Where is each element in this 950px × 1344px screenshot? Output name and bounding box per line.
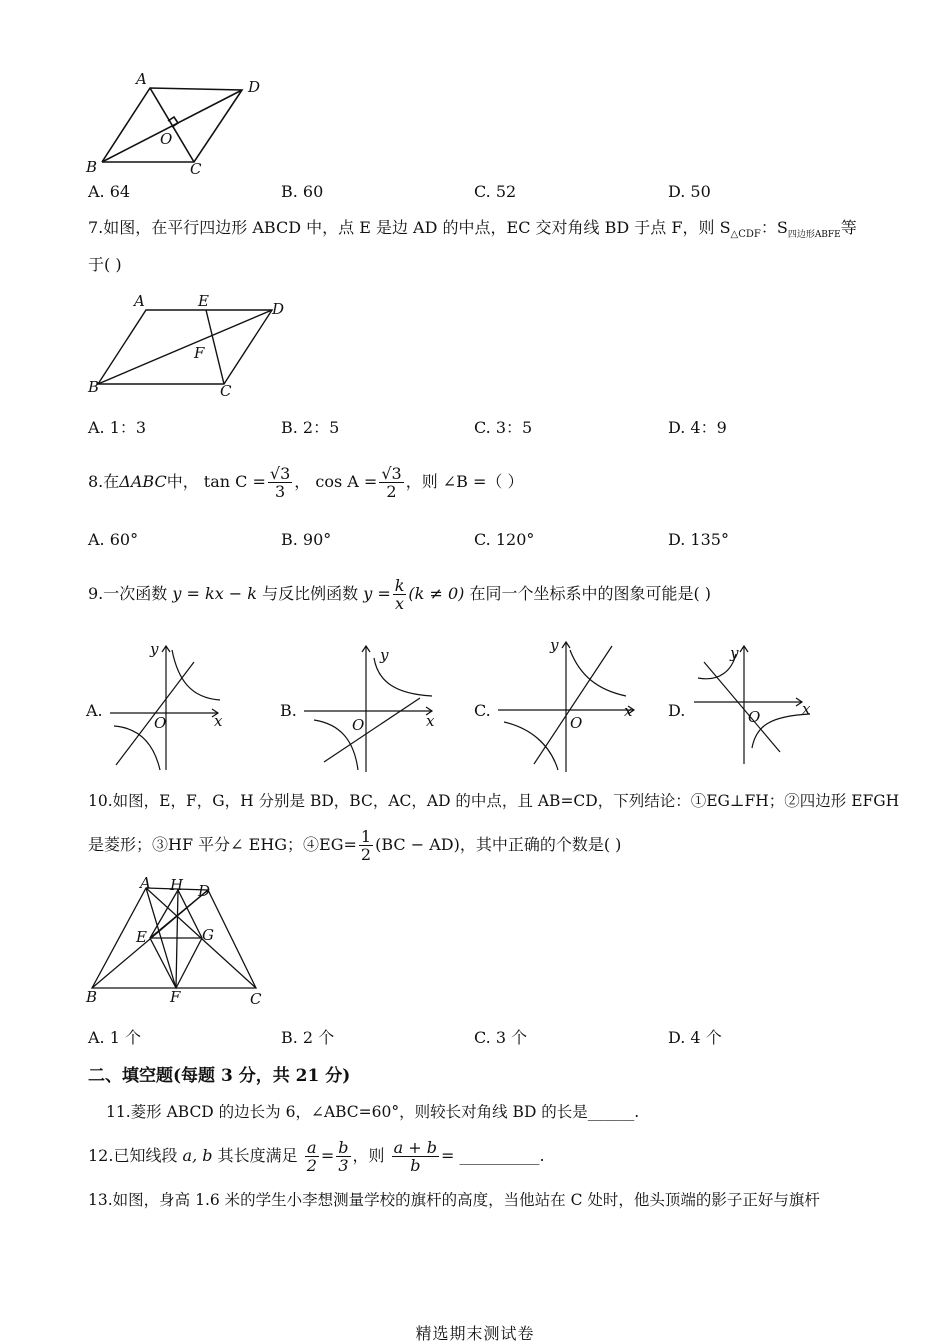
q9d-o-label: O xyxy=(748,708,761,726)
q7-label-f: F xyxy=(194,344,205,362)
q8-prefix: 8.在 xyxy=(88,472,120,491)
q8-question xyxy=(88,458,524,506)
q10-trapezoid-figure xyxy=(84,876,268,1008)
q12-question xyxy=(88,1134,545,1178)
q9-letter-a: A. xyxy=(86,701,103,720)
q8-option-d: D. 135° xyxy=(668,530,729,549)
q12-frac-b: $\frac{b}{3}$ xyxy=(338,1138,349,1175)
q9-letter-c: C. xyxy=(474,701,491,720)
q7-text-c: 等 xyxy=(840,218,857,237)
q6-label-b: B xyxy=(86,158,98,176)
q12-suffix: = __________. xyxy=(441,1146,545,1165)
q7-sub-cdf: △CDF xyxy=(730,229,761,240)
q8-suffix: ，则 ∠B =（ ） xyxy=(405,472,524,491)
q12-prefix: 12.已知线段 xyxy=(88,1146,178,1165)
q10-option-c: C. 3 个 xyxy=(474,1028,528,1047)
q8-cos: cos A = xyxy=(315,472,378,491)
q7-question-cont: 于( ) xyxy=(88,255,122,274)
q9-prefix: 9.一次函数 xyxy=(88,584,168,603)
q8-option-b: B. 90° xyxy=(281,530,332,549)
q6-option-c: C. 52 xyxy=(474,182,517,201)
q10-label-a: A xyxy=(140,876,151,892)
q12-frac-a: $\frac{a}{2}$ xyxy=(306,1138,317,1175)
q10-option-b: B. 2 个 xyxy=(281,1028,335,1047)
q9-mid: 与反比例函数 xyxy=(262,584,359,603)
q10-label-c: C xyxy=(250,990,262,1008)
q9d-y-label: y xyxy=(730,644,739,662)
q7-text-a: 7.如图，在平行四边形 ABCD 中，点 E 是边 AD 的中点，EC 交对角线 BD 于点 F，则 S xyxy=(88,218,731,237)
q9-graph-a xyxy=(106,640,226,775)
q6-option-a: A. 64 xyxy=(88,182,131,201)
q7-option-a: A. 1：3 xyxy=(88,418,147,437)
q9c-o-label: O xyxy=(570,714,583,732)
q7-option-b: B. 2：5 xyxy=(281,418,340,437)
q8-option-a: A. 60° xyxy=(88,530,139,549)
q6-option-d: D. 50 xyxy=(668,182,711,201)
q8-frac-tan: $\frac{√3}{3}$ xyxy=(269,464,291,501)
q10-option-d: D. 4 个 xyxy=(668,1028,722,1047)
q9d-x-label: x xyxy=(802,700,811,718)
q9-graph-d xyxy=(690,640,820,770)
q9b-y-label: y xyxy=(380,646,389,664)
q10-label-g: G xyxy=(202,926,214,944)
q7-label-d: D xyxy=(272,300,285,318)
q6-label-c: C xyxy=(190,160,202,178)
q9-graph-b xyxy=(300,640,440,775)
q10-question-line2 xyxy=(88,822,621,868)
q10-label-f: F xyxy=(170,988,181,1006)
q7-text-b: ：S xyxy=(760,218,788,237)
q9c-y-label: y xyxy=(550,636,559,654)
q10-label-h: H xyxy=(170,876,184,894)
q9c-x-label: x xyxy=(624,702,633,720)
q10-frac: $\frac{1}{2}$ xyxy=(360,827,372,864)
q9-graph-c xyxy=(494,636,640,776)
q7-question xyxy=(88,217,857,242)
q8-frac-cos: $\frac{√3}{2}$ xyxy=(381,464,402,501)
q9a-x-label: x xyxy=(214,712,223,730)
q6-label-o: O xyxy=(160,130,173,148)
q10-label-e: E xyxy=(136,928,147,946)
q8-mid2: ， xyxy=(294,472,311,491)
q8-mid1: 中， xyxy=(166,472,199,491)
q8-triangle: ΔABC xyxy=(119,472,167,491)
q13-question: 13.如图，身高 1.6 米的学生小李想测量学校的旗杆的高度，当他站在 C 处时，他头顶端的影子正好与旗杆 xyxy=(88,1191,820,1209)
section-fill-in-title: 二、填空题(每题 3 分，共 21 分) xyxy=(88,1066,351,1086)
q9a-y-label: y xyxy=(150,640,159,658)
q9-letter-d: D. xyxy=(668,701,686,720)
q6-label-d: D xyxy=(248,78,261,96)
q9-question xyxy=(88,570,711,618)
q9b-o-label: O xyxy=(352,716,365,734)
q8-tan: tan C = xyxy=(203,472,266,491)
q9-inv: y = xyxy=(363,584,391,603)
q10-label-d: D xyxy=(198,882,211,900)
q10-question-line1: 10.如图，E，F，G，H 分别是 BD，BC，AC，AD 的中点，且 AB=CD，下列结论：①EG⊥FH；②四边形 EFGH xyxy=(88,792,900,810)
q7-label-c: C xyxy=(220,382,232,400)
q9-suffix: 在同一个坐标系中的图象可能是( ) xyxy=(469,584,712,603)
q12-mid: 其长度满足 xyxy=(217,1146,298,1165)
q9-frac: $\frac{k}{x}$ xyxy=(394,576,405,613)
q12-frac-ab: $\frac{a + b}{b}$ xyxy=(393,1138,438,1175)
q6-rhombus-figure xyxy=(84,70,274,178)
q10-label-b: B xyxy=(86,988,98,1006)
q10-line2-a: 是菱形；③HF 平分∠ EHG；④EG= xyxy=(88,835,357,854)
q6-option-b: B. 60 xyxy=(281,182,324,201)
q12-vars: a, b xyxy=(182,1146,213,1165)
q6-label-a: A xyxy=(136,70,147,88)
q9a-o-label: O xyxy=(154,714,167,732)
q12-eq: = xyxy=(320,1146,335,1165)
q12-mid2: ，则 xyxy=(352,1146,385,1165)
q9-linear: y = kx − k xyxy=(172,584,257,603)
q7-parallelogram-figure xyxy=(86,292,286,400)
q9b-x-label: x xyxy=(426,712,435,730)
q10-line2-b: (BC − AD)，其中正确的个数是( ) xyxy=(375,835,622,854)
q7-label-e: E xyxy=(198,292,209,310)
q7-sub-abfe: 四边形ABFE xyxy=(787,230,841,240)
q7-label-b: B xyxy=(88,378,100,396)
q11-question: 11.菱形 ABCD 的边长为 6，∠ABC=60°，则较长对角线 BD 的长是______. xyxy=(106,1103,640,1121)
q7-option-d: D. 4：9 xyxy=(668,418,727,437)
q8-option-c: C. 120° xyxy=(474,530,535,549)
q7-label-a: A xyxy=(134,292,145,310)
q10-option-a: A. 1 个 xyxy=(88,1028,141,1047)
q7-option-c: C. 3：5 xyxy=(474,418,533,437)
page-footer: 精选期末测试卷 xyxy=(415,1324,535,1343)
q9-letter-b: B. xyxy=(280,701,297,720)
q9-cond: (k ≠ 0) xyxy=(408,584,465,603)
